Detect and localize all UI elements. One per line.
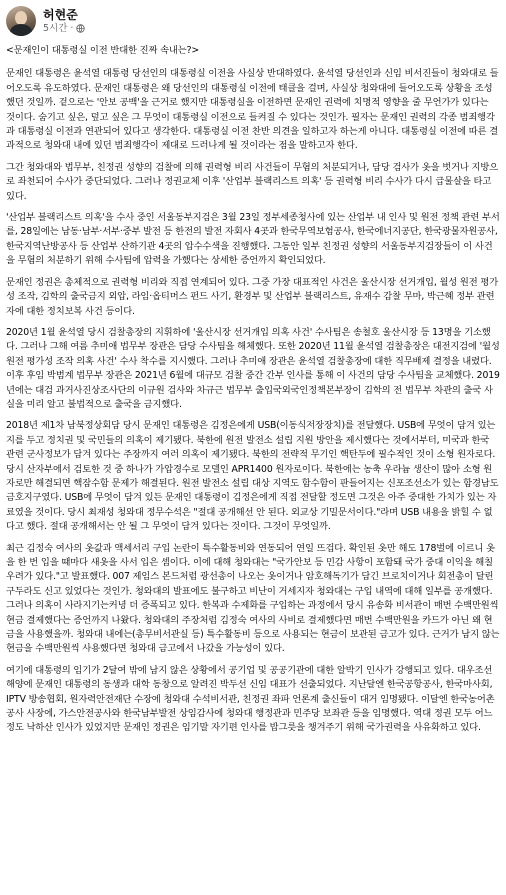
paragraph-7: 최근 김정숙 여사의 옷값과 액세서리 구입 논란이 특수활동비와 연동되어 연일 뜨겁다. 확인된 옷만 해도 178벌에 이르니 옷을 한 번 입을 때마다 새옷을 사서 입은 셈이다. 이에 대해 청와대는 "국가안보 등 민감 사항이 포함돼 국가 중대 이익을 해칠 우려가 있다."고 발표했다. 007 제임스 본드처럼 광선총이 나오는 옷이거나 암호해독기가 담긴 브로치이거나 회전총이 달린 구두라도 신고 있었다는 것인가. 청와대의 발표에도 불구하고 비난이 거세지자 청와대는 구입 내역에 대해 일부를 공개했다. 그러나 의혹이 사라지기는커녕 더 증폭되고 있다. 한복과 수제화를 구입하는 과정에서 당시 유송화 비서관이 매번 수백만원씩 현금 결제했다는 증언까지 나왔다. 청와대의 주장처럼 김정숙 여사의 사비로 결제했다면 매번 수백만원을 카드가 아닌 왜 현금을 사용했을까. 청와대 내에는(총무비서관실 등) 특수활동비 등으로 사용되는 현금이 보관된 금고가 있다. 근거가 남지 않는 현금을 수백만원씩 사용했다면 청와대 금고에서 나갔을 가능성이 있다.	[6, 542, 500, 655]
paragraph-5: 2020년 1월 윤석열 당시 검찰총장의 지휘하에 '울산시장 선거개입 의혹 사건' 수사팀은 송철호 울산시장 등 13명을 기소했다. 그러나 그해 여름 추미애 법무부 장관은 담당 수사팀을 해체했다. 또한 2020년 11월 윤석열 검찰총장은 대전지검에 '월성 원전 평가성 조작 의혹 사건' 수사 착수를 지시했다. 그러나 추미애 장관은 윤석열 검찰총장에 대한 직무배제 결정을 내렸다. 이후 후임 박범계 법무부 장관은 2021년 6월에 대규모 검찰 중간 간부 인사를 통해 이 사건의 담당 수사팀을 교체했다. 2019년에는 대검 과거사진상조사단의 이규원 검사와 차규근 법무부 출입국외국인정책본부장이 김학의 전 법무부 차관의 출국 사실을 미리 알고 불법적으로 출국을 금지했다.	[6, 326, 500, 410]
paragraph-8: 여기에 대통령의 임기가 2달여 밖에 남지 않은 상황에서 공기업 및 공공기관에 대한 알박기 인사가 강행되고 있다. 대우조선해양에 문재인 대통령의 동생과 대학 동창으로 알려진 박두선 신임 대표가 선출되었다. 지난달엔 한국공항공사, 한국마사회, IPTV 방송협회, 원자력안전재단 수장에 청와대 수석비서관, 친정권 좌파 언론계 출신들이 대거 임명됐다. 이달엔 한국농어촌공사 사장에, 가스안전공사와 한국남부발전 상임감사에 청와대 행정관과 민주당 보좌관 등을 임명했다. 역대 정권 모두 어느 정도 낙하산 인사가 있었지만 문재인 정권은 임기말 자기편 인사를 밥그릇을 챙겨주기 위해 국가권력을 사유화하고 있다.	[6, 664, 495, 734]
paragraph-3: '산업부 블랙리스트 의혹'을 수사 중인 서울동부지검은 3월 23일 정부세종청사에 있는 산업부 내 인사 및 원전 정책 관련 부서를, 28일에는 남동·남부·서부·중부 발전 등 한전의 발전 자회사 4곳과 한국무역보험공사, 한국에너지공단, 한국광물자원공사, 한국지역난방공사 등 산업부 산하기관 4곳의 압수수색을 진행했다. 그동안 일부 친정권 성향의 서울동부지검장들이 이 사건을 무혐의 처분하기 위해 수사팀에 압력을 가했다는 상세한 증언까지 확인되었다.	[6, 212, 500, 267]
author-block	[43, 8, 85, 35]
post-title: <문재인이 대통령실 이전 반대한 진짜 속내는?>	[6, 45, 200, 56]
paragraph-2: 그간 청와대와 법무부, 친정권 성향의 검찰에 의해 권력형 비리 사건들이 무혐의 처분되거나, 담당 검사가 옷을 벗거나 지방으로 좌천되어 수사가 중단되었다. 그러나 정권교체 이후 '산업부 블랙리스트 의혹' 등 권력형 비리 수사가 다시 급물살을 타고 있다.	[6, 161, 499, 202]
paragraph-4: 문재인 정권은 총체적으로 권력형 비리와 직접 연계되어 있다. 그중 가장 대표적인 사건은 울산시장 선거개입, 월성 원전 평가성 조작, 김학의 출국금지 외압, 라임·옵티머스 펀드 사기, 환경부 및 산업부 블랙리스트, 유재수 감찰 무마, 박근혜 정부 관련자에 대한 정치보복 사건 등이다.	[6, 276, 499, 317]
post-body	[6, 44, 500, 736]
avatar[interactable]	[6, 6, 36, 36]
post-time[interactable]: 5시간	[43, 22, 68, 34]
post-header	[6, 4, 500, 38]
post-meta	[43, 23, 85, 35]
globe-icon[interactable]	[76, 24, 85, 33]
paragraph-6: 2018년 제1차 남북정상회담 당시 문재인 대통령은 김정은에게 USB(이동식저장장치)를 전달했다. USB에 무엇이 담겨 있는지를 두고 정치권 및 국민들의 의혹이 제기됐다. 북한에 원전 발전소 설립 지원 방안을 제시했다는 것에서부터, 미국과 한국 관련 군사정보가 담겨 있다는 주장까지 여러 의혹이 제기됐다. 북한의 전략적 무기인 핵탄두에 필수적인 것이 소형 원자로다. 당시 산자부에서 검토한 것 중 하나가 가압경수로 모델인 APR1400 원자로이다. 북한에는 농축 우라늄 생산이 많아 소형 원자로만 해결되면 핵잠수함 문제가 해결된다. 원전 발전소 설립 대상 지역도 함수함이 판들어지는 신포조선소가 있는 함경남도 금호지구였다. USB에 무엇이 담겨 있든 문재인 대통령이 김정은에게 직접 전달할 정도면 그것은 아주 중대한 가치가 있는 자료였을 것이다. 당시 최재성 청와대 정무수석은 "절대 공개해선 안 된다. 외교상 기밀문서이다."라며 USB 내용을 밝힐 수 없다고 했다. 절대 공개해서는 안 될 그 무엇이 담겨 있다는 것이다. 그것이 무엇일까.	[6, 420, 499, 533]
paragraph-1: 문재인 대통령은 윤석열 대통령 당선인의 대통령실 이전을 사실상 반대하였다. 윤석열 당선인과 신임 비서진들이 청와대로 들어오도록 유도하였다. 문재인 대통령은 왜 당선인의 대통령실 이전에 태클을 걸며, 사실상 청와대에 들어오도록 상황을 조성했던 것일까. 겉으로는 '안보 공백'을 근거로 했지만 대통령실을 이전하면 문재인 권력에 치명적 영향을 줄 무언가가 있다는 것이다. 숨기고 싶은, 덮고 싶은 그 무엇이 대통령실 이전으로 들켜질 수 있다는 것인가. 필자는 문재인 권력의 각종 범죄행각과 대통령실 이전과 연관되어 있다고 생각한다. 대통령실 이전 찬반 의견을 일하고자 하는게 아니다. 대통령실 이전에 따른 결과적으로 청와대 내에 있던 범죄행각이 제대로 드러나게 될 것이라는 점을 말하고자 한다.	[6, 68, 499, 152]
author-name[interactable]: 허현준	[43, 7, 78, 22]
separator-dot: ·	[70, 22, 74, 34]
